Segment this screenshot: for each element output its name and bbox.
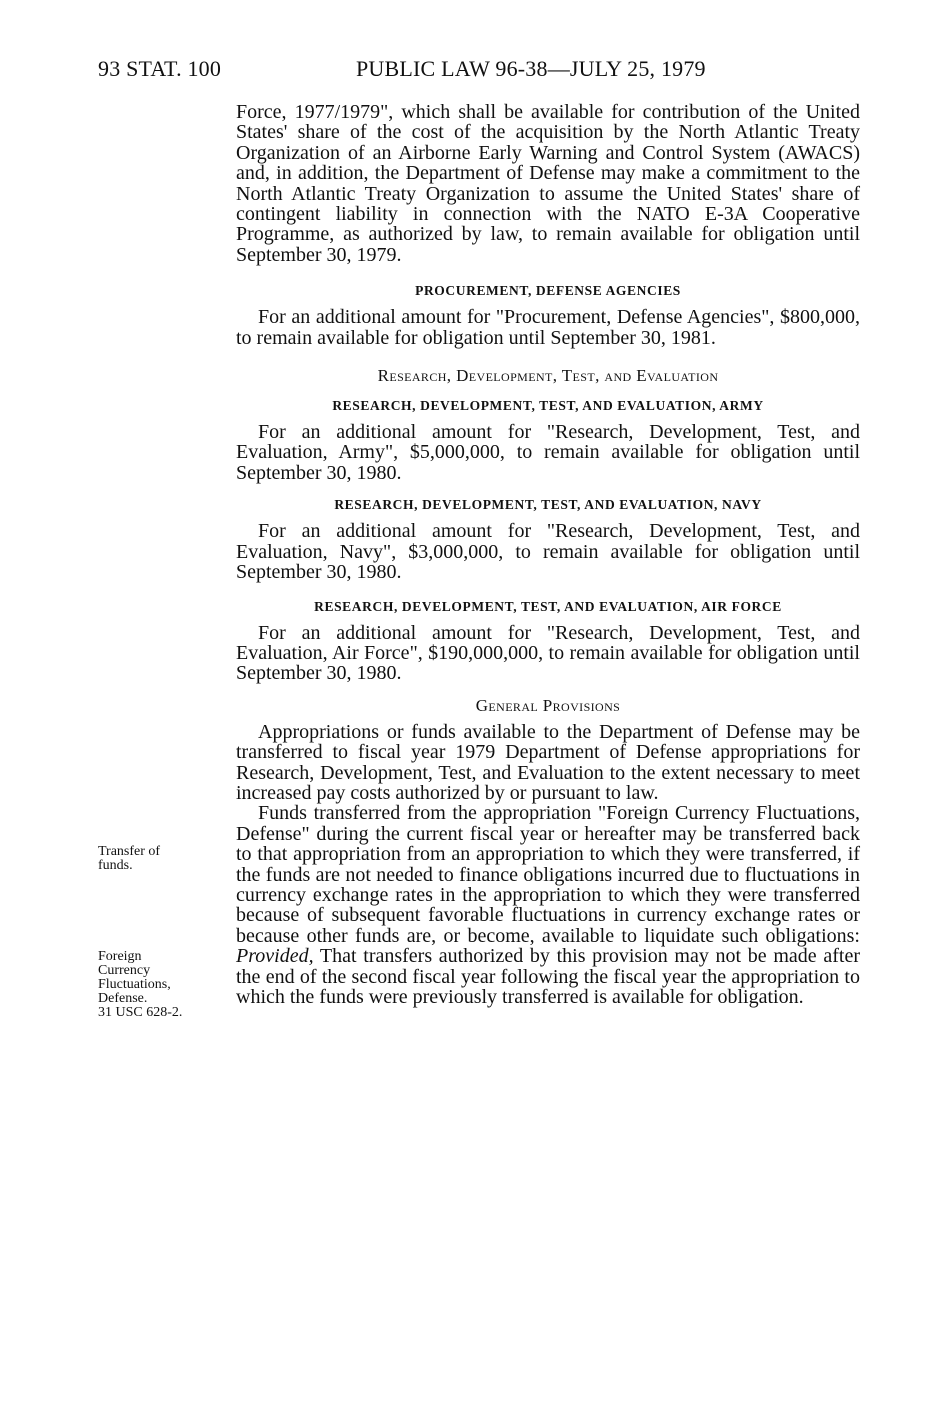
margin-note-currency (98, 950, 228, 1020)
heading-rdte: Research, Development, Test, and Evaluation (377, 366, 719, 386)
statute-page-number: 93 STAT. 100 (98, 56, 222, 81)
paragraph-rdte-navy: For an additional amount for "Research, Development, Test, and Evaluation, Navy", $3,000,000, to remain available for obligation until September 30, 1980. (236, 520, 860, 584)
heading-procurement-defense-agencies: PROCUREMENT, DEFENSE AGENCIES (415, 283, 681, 299)
running-head: PUBLIC LAW 96-38—JULY 25, 1979 (356, 56, 706, 81)
margin-note-transfer (98, 845, 228, 873)
margin-note-line: Fluctuations, (98, 977, 171, 992)
paragraph-intro: Force, 1977/1979", which shall be available for contribution of the United States' share of the cost of the acquisition by the North Atlantic Treaty Organization of an Airborne Early Warning and Control System (AWACS) and, in addition, the Department of Defense may make a commitment to the North Atlantic Treaty Organization to assume the United States' share of contingent liability in connection with the NATO E-3A Cooperative Programme, as authorized by law, to remain available for obligation until September 30, 1979. (236, 101, 860, 266)
main-text (236, 102, 860, 1007)
paragraph-foreign-currency (236, 803, 860, 1007)
margin-note-line: Currency (98, 963, 151, 978)
heading-general-provisions: General Provisions (475, 695, 621, 715)
margin-note-line: Defense. (98, 991, 148, 1006)
paragraph-rdte-army: For an additional amount for "Research, Development, Test, and Evaluation, Army", $5,000,000, to remain available for obligation until September 30, 1980. (236, 421, 860, 484)
paragraph-rdte-air-force: For an additional amount for "Research, Development, Test, and Evaluation, Air Force", $190,000,000, to remain available for obligation until September 30, 1980. (236, 621, 860, 685)
heading-rdte-navy: RESEARCH, DEVELOPMENT, TEST, AND EVALUATION, NAVY (334, 497, 762, 513)
heading-rdte-air-force: RESEARCH, DEVELOPMENT, TEST, AND EVALUATION, AIR FORCE (314, 598, 782, 614)
paragraph-transfer-of-funds: Appropriations or funds available to the Department of Defense may be transferred to fiscal year 1979 Department of Defense appropriations for Research, Development, Test, and Evaluation to the extent necessary to meet increased pay costs authorized by or pursuant to law. (236, 720, 860, 804)
margin-note-line: funds. (98, 858, 133, 873)
heading-rdte-army: RESEARCH, DEVELOPMENT, TEST, AND EVALUATION, ARMY (332, 398, 764, 414)
currency-text-part2: That transfers authorized by this provision may not be made after the end of the second fiscal year following the fiscal year the appropriation to which the funds were previously transferred is available for obligation. (236, 945, 860, 1008)
proviso-label: Provided, (236, 945, 314, 968)
margin-note-line: Foreign (98, 949, 142, 964)
currency-text-part1: Funds transferred from the appropriation "Foreign Currency Fluctuations, Defense" during the current fiscal year or hereafter may be transferred back to that appropriation from an appropriation to which they were transferred, if the funds are not needed to finance obligations incurred due to fluctuations in currency exchange rates in the appropriation to which they were transferred because of subsequent favorable fluctuations in currency exchange rates or because other funds are, or become, available to liquidate such obligations: (236, 802, 860, 947)
margin-note-line: 31 USC 628-2. (98, 1005, 183, 1020)
margin-note-line: Transfer of (98, 844, 161, 859)
paragraph-procurement: For an additional amount for "Procurement, Defense Agencies", $800,000, to remain available for obligation until September 30, 1981. (236, 306, 860, 349)
